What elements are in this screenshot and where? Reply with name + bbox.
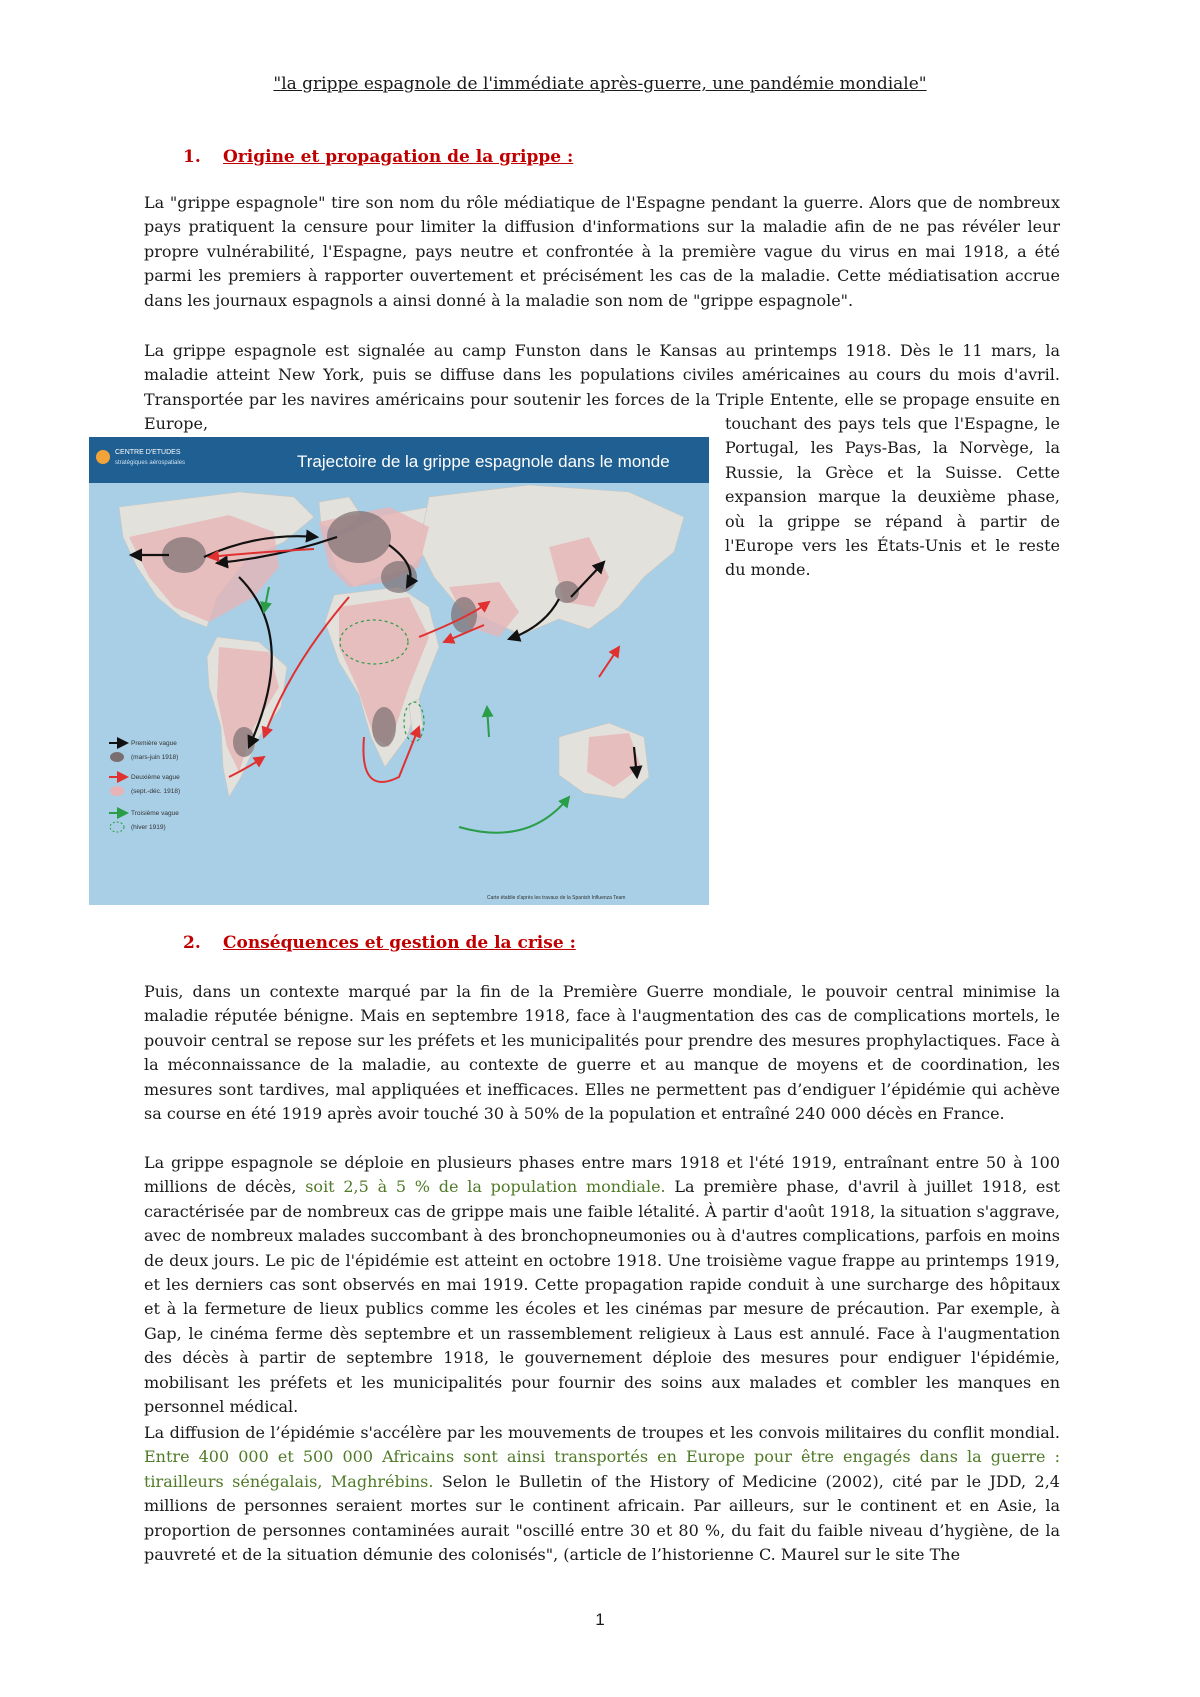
section-2-paragraph-3-end: Selon le Bulletin of the History of Medicine (2002), cité par le JDD, 2,4 millions de personnes seraient mortes sur le continent africain. Par ailleurs, sur le continent et en Asie, la proportion de personnes contaminées aurait "oscillé entre 30 et 80 %, du fait du faible niveau d’hygiène, de la pauvreté et de la situation démunie des colonisés", (article de l’historienne C. Maurel sur le site The	[144, 1471, 1060, 1565]
spanish-flu-world-map	[89, 437, 709, 905]
section-1-paragraph-2: La grippe espagnole est signalée au camp Funston dans le Kansas au printemps 1918. Dès le 11 mars, la maladie atteint New York, puis se diffuse dans les populations civiles américaines au cours du mois d'avril. Transportée par les navires américains pour soutenir les forces de la Triple Entente, elle se propage ensuite en Europe,	[144, 341, 1060, 434]
section-2-paragraph-3-highlight: Entre 400 000 et 500 000 Africains sont ainsi transportés en Europe pour être engagés dans la guerre : tirailleurs sénégalais, Maghrébins.	[144, 1447, 1060, 1491]
section-1-paragraph-1: La "grippe espagnole" tire son nom du rôle médiatique de l'Espagne pendant la guerre. Alors que de nombreux pays pratiquent la censure pour limiter la diffusion d'informations sur la maladie afin de ne pas révéler leur propre vulnérabilité, l'Espagne, pays neutre et confrontée à la première vague du virus en mai 1918, a été parmi les premiers à rapporter ouvertement et précisément les cas de la maladie. Cette médiatisation accrue dans les journaux espagnols a ainsi donné à la maladie son nom de "grippe espagnole".	[144, 193, 1060, 310]
section-2-paragraph-3	[144, 1421, 1060, 1567]
madagascar	[409, 699, 423, 737]
legend-first-date: (mars-juin 1918)	[131, 754, 179, 761]
legend-first-wave: Première vague	[131, 740, 177, 747]
map-logo-line2: stratégiques aérospatiales	[115, 460, 186, 466]
section-1-paragraph-2-wrap: touchant des pays tels que l'Espagne, le Portugal, les Pays-Bas, la Norvège, la Russie, la Grèce et la Suisse. Cette expansion marque la deuxième phase, où la grippe se répand à partir de l'Europe vers les États-Unis et le reste du monde.	[725, 414, 1060, 580]
legend-second-wave: Deuxième vague	[131, 774, 180, 781]
section-2-paragraph-1: Puis, dans un contexte marqué par la fin de la Première Guerre mondiale, le pouvoir central minimise la maladie réputée bénigne. Mais en septembre 1918, face à l'augmentation des cas de complications mortels, le pouvoir central se repose sur les préfets et les municipalités pour prendre des mesures prophylactiques. Face à la méconnaissance de la maladie, au contexte de guerre et au manque de moyens et de coordination, les mesures sont tardives, mal appliquées et inefficaces. Elles ne permettent pas d’endiguer l’épidémie qui achève sa course en été 1919 après avoir touché 30 à 50% de la population et entraîné 240 000 décès en France.	[144, 982, 1060, 1124]
section-2-number: 2.	[183, 933, 201, 953]
legend-third-date: (hiver 1919)	[131, 824, 166, 831]
document-title: "la grippe espagnole de l'immédiate après-guerre, une pandémie mondiale"	[273, 74, 927, 94]
map-logo-line1: CENTRE D'ETUDES	[115, 449, 181, 456]
section-2-heading	[183, 933, 576, 953]
legend-second-date: (sept.-déc. 1918)	[131, 788, 181, 795]
section-1-number: 1.	[183, 147, 201, 167]
map-legend	[109, 740, 180, 832]
legend-third-wave: Troisième vague	[131, 810, 179, 817]
section-2-paragraph-2-highlight: soit 2,5 à 5 % de la population mondiale.	[305, 1177, 666, 1197]
section-2-title: Conséquences et gestion de la crise :	[223, 933, 576, 953]
map-credit: Carte établie d'après les travaux de la Spanish Influenza Team	[487, 895, 626, 901]
section-1-title: Origine et propagation de la grippe :	[223, 147, 574, 167]
section-2-paragraph-2	[144, 1151, 1060, 1419]
section-2-paragraph-2-end: La première phase, d'avril à juillet 1918, est caractérisée par de nombreux cas de grippe mais une faible létalité. À partir d'août 1918, la situation s'aggrave, avec de nombreux malades succombant à des bronchopneumonies ou à d'autres complications, parfois en moins de deux jours. Le pic de l'épidémie est atteint en octobre 1918. Une troisième vague frappe au printemps 1919, et les derniers cas sont observés en mai 1919. Cette propagation rapide conduit à une surcharge des hôpitaux et à la fermeture de lieux publics comme les écoles et les cinémas par mesure de précaution. Par exemple, à Gap, le cinéma ferme dès septembre et un rassemblement religieux à Laus est annulé. Face à l'augmentation des décès à partir de septembre 1918, le gouvernement déploie des mesures pour endiguer l'épidémie, mobilisant les préfets et les municipalités pour fournir des soins aux malades et combler les manques en personnel médical.	[144, 1177, 1061, 1417]
section-1-heading	[183, 147, 573, 167]
section-2-paragraph-3-start: La diffusion de l’épidémie s'accélère par les mouvements de troupes et les convois militaires du conflit mondial.	[144, 1423, 1060, 1442]
page-number: 1	[595, 1610, 605, 1629]
map-graphic	[89, 437, 709, 905]
section-2-paragraph-2-start: La grippe espagnole se déploie en plusieurs phases entre mars 1918 et l'été 1919, entraînant entre 50 à 100 millions de décès,	[144, 1153, 1060, 1197]
map-title: Trajectoire de la grippe espagnole dans le monde	[297, 452, 670, 471]
logo-icon	[96, 450, 110, 464]
